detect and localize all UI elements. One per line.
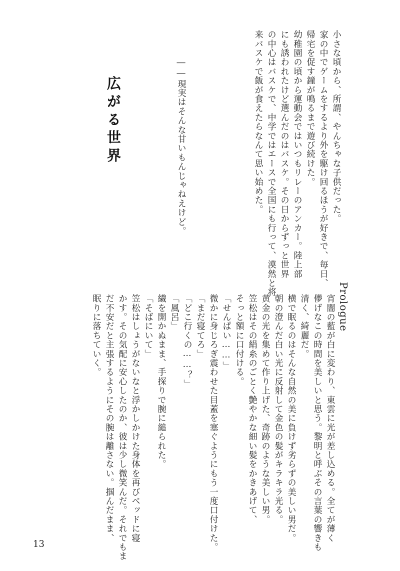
prologue-body: 宵闇の藍が白に変わり、東雲に光が差し込める。全てが薄く 儚げなこの時間を美しいと思う。黎明と呼ぶその言葉の響きも 清く、綺麗だ。 横で眠るのはそんな自然の美に負けず劣らずの美しい男だ。 朝の澄んだ白い光に反射して金色の髪がキラキラ光る。 黄金の光を集めて作り上げた、奇跡のような美しい男。 笠松はその絹糸のごとく艶やかな細い髪をかきあげて、 そっと額に口付ける。 「せんぱい……」 微かに身じろぎ震わせた目蓋を塞ぐようにもう一度口付けた。 「まだ寝てろ」 「どこ行くの……？」 「風呂」 繊を開かぬまま、手探りで腕に縋られた。 「そばにいて」 笠松はしょうがないなと浮かしかけた身体を再びベッドに寝 かす。その気配に安心したのか、彼は少し微笑んだ。それでもま だ不安だと主張するようにその腕は離さない。掴んだまま、 眠りに落ちていく。 [91, 294, 335, 561]
opening-paragraphs: 小さな頃から、所謂、やんちゃな子供だった。 家の中でゲームをするより外を駆け回るほうが好きで、毎日、 帰宅を促す鐘が鳴るまで遊び続けた。 幼稚園の頃から運動会ではいつもリレーのアンカー。陸上部 にも誘われたけど選んだのはバスケ。その日からずっと世界 の中心はバスケで、中学ではエースで全国にも行って、漠然と将 来バスケで飯が食えたらなんて思い始めた。 [253, 30, 341, 297]
opening-quote: ――現実はそんな甘いもんじゃねえけど。 [176, 58, 186, 236]
chapter-title: 広がる世界 [105, 76, 121, 166]
section-heading: Prologue [337, 282, 348, 332]
page-number: 13 [33, 540, 45, 550]
